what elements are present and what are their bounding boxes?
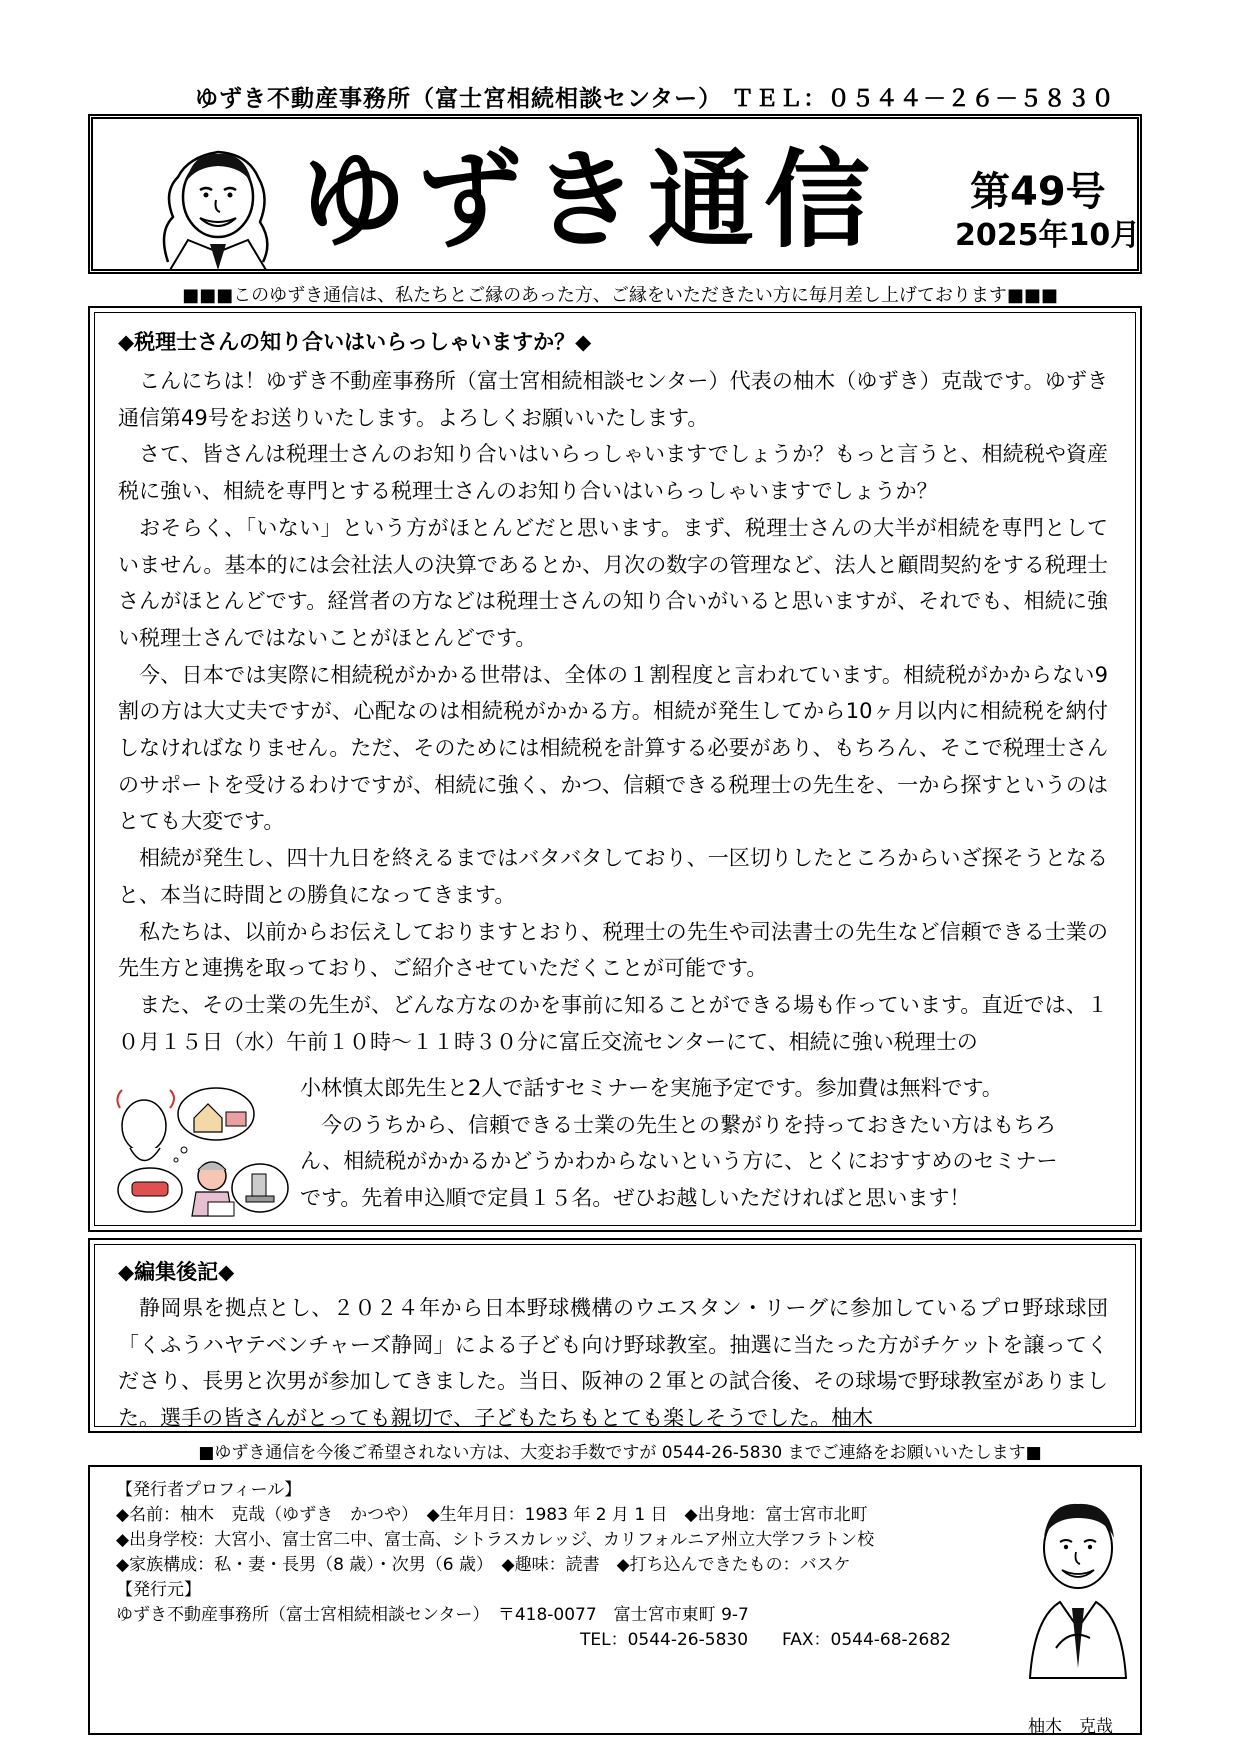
editorial-body [118, 1290, 1108, 1437]
profile-portrait [1020, 1478, 1130, 1708]
article-paragraph: おそらく、「いない」という方がほとんどだと思います。まず、税理士さんの大半が相続を専門としていません。基本的には会社法人の決算であるとか、月次の数字の管理など、法人と顧問契約をする税理士さんがほとんどです。経営者の方などは税理士さんの知り合いがいると思いますが、それでも、相続に強い税理士さんではないことがほとんどです。 [118, 515, 1108, 650]
profile-line: ◆家族構成：私・妻・長男（8 歳）・次男（6 歳） ◆趣味：読書 ◆打ち込んできたもの：バスケ [116, 1555, 851, 1575]
article-line: ん、相続税がかかるかどうかわからないという方に、とくにおすすめのセミナー [300, 1149, 1058, 1174]
unsubscribe-notice: ■ゆずき通信を今後ご希望されない方は、大変お手数ですが 0544-26-5830 までご連絡をお願いいたします■ [198, 1443, 1042, 1463]
article-paragraph: 私たちは、以前からお伝えしておりますとおり、税理士の先生や司法書士の先生など信頼できる士業の先生方と連携を取っており、ご紹介させていただくことが可能です。 [118, 919, 1108, 981]
issue-number: 第49号 [970, 169, 1106, 215]
article-paragraph: 今、日本では実際に相続税がかかる世帯は、全体の１割程度と言われています。相続税がかからない9割の方は大丈夫ですが、心配なのは相続税がかかる方。相続が発生してから10ヶ月以内に相続税を納付しなければなりません。ただ、そのためには相続税を計算する必要があり、もちろん、そこで税理士さんのサポートを受けるわけですが、相続に強く、かつ、信頼できる税理士の先生を、一から探すというのはとても大変です。 [118, 662, 1108, 834]
article-heading: ◆税理士さんの知り合いはいらっしゃいますか？◆ [118, 330, 592, 354]
article-paragraph: また、その士業の先生が、どんな方なのかを事前に知ることができる場も作っています。直近では、１０月１５日（水）午前１０時～１１時３０分に富丘交流センターにて、相続に強い税理士の [118, 992, 1108, 1054]
header-contact-line: ゆずき不動産事務所（富士宮相続相談センター） ＴＥＬ：０５４４－２６－５８３０ [195, 86, 1116, 112]
editorial-text: 静岡県を拠点とし、２０２４年から日本野球機構のウエスタン・リーグに参加しているプロ野球球団「くふうハヤテベンチャーズ静岡」による子ども向け野球教室。抽選に当たった方がチケットを譲ってくださり、長男と次男が参加してきました。当日、阪神の２軍との試合後、その球場で野球教室がありました。選手の皆さんがとっても親切で、子どもたちもとても楽しそうでした。柚木 [118, 1296, 1108, 1431]
tagline: ■■■このゆずき通信は、私たちとご縁のあった方、ご縁をいただきたい方に毎月差し上げております■■■ [182, 285, 1058, 306]
publisher-heading: 【発行元】 [116, 1580, 201, 1600]
publisher-address: ゆずき不動産事務所（富士宮相続相談センター） 〒418-0077 富士宮市東町 9-7 [116, 1605, 749, 1625]
profile-line: ◆名前：柚木 克哉（ゆずき かつや） ◆生年月日：1983 年 2 月 1 日 ◆出身地：富士宮市北町 [116, 1505, 868, 1525]
inheritance-illustration [112, 1078, 292, 1218]
portrait-illustration [148, 122, 288, 270]
profile-heading: 【発行者プロフィール】 [116, 1480, 302, 1500]
signature-name: 柚木 克哉 [1028, 1717, 1113, 1737]
article-line: です。先着申込順で定員１５名。ぜひお越しいただければと思います！ [300, 1186, 971, 1211]
editorial-heading: ◆編集後記◆ [118, 1260, 235, 1284]
publisher-contact: TEL：0544-26-5830 FAX：0544-68-2682 [580, 1630, 951, 1650]
article-paragraph: 相続が発生し、四十九日を終えるまではバタバタしており、一区切りしたところからいざ探そうとなると、本当に時間との勝負になってきます。 [118, 846, 1108, 907]
article-line: 小林慎太郎先生と2人で話すセミナーを実施予定です。参加費は無料です。 [300, 1076, 1003, 1100]
profile-line: ◆出身学校：大宮小、富士宮二中、富士高、シトラスカレッジ、カリフォルニア州立大学フラトン校 [116, 1530, 875, 1550]
article-paragraph: こんにちは！ゆずき不動産事務所（富士宮相続相談センター）代表の柚木（ゆずき）克哉です。ゆずき通信第49号をお送りいたします。よろしくお願いいたします。 [118, 369, 1108, 430]
newsletter-title: ゆずき通信 [300, 139, 880, 262]
article-line: 今のうちから、信頼できる士業の先生との繋がりを持っておきたい方はもちろ [300, 1112, 1056, 1137]
article-wrap-lines [300, 1070, 1110, 1217]
article-body [118, 363, 1108, 1060]
profile-block [116, 1478, 951, 1653]
issue-date: 2025年10月 [955, 218, 1141, 253]
article-paragraph: さて、皆さんは税理士さんのお知り合いはいらっしゃいますでしょうか？もっと言うと、相続税や資産税に強い、相続を専門とする税理士さんのお知り合いはいらっしゃいますでしょうか？ [118, 442, 1108, 504]
